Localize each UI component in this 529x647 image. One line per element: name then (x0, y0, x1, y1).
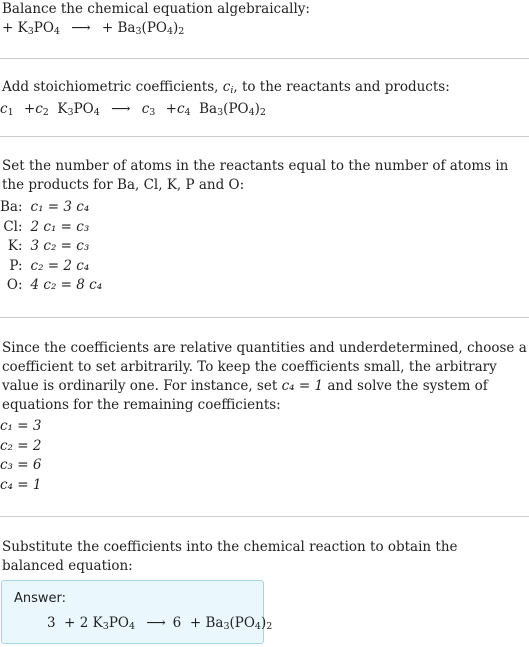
answer-label: Answer: (14, 591, 67, 606)
section-coefficients (0, 78, 529, 122)
divider (0, 516, 529, 517)
intro-text: Balance the chemical equation algebraically: (2, 1, 310, 17)
substitute-text: Substitute the coefficients into the chemical reaction to obtain the balanced equation: (2, 539, 458, 574)
coefficients-text: Add stoichiometric coefficients, $c_i$, to the reactants and products: (2, 79, 450, 96)
reaction-arrow: ⟶ (71, 20, 91, 36)
list-item: c₂ = 2 (0, 437, 42, 454)
balanced-equation: 3 + 2 $K_3PO_4$ ⟶ $6 + Ba_3(PO_4)_2$ (47, 615, 273, 632)
divider (0, 317, 529, 318)
divider (0, 136, 529, 137)
list-item: c₄ = 1 (0, 476, 42, 493)
atom-equations-table (0, 198, 102, 296)
section-solve (0, 339, 529, 493)
table-row: Cl: 2 c₁ = c₃ (3, 218, 90, 235)
section-intro (2, 0, 529, 41)
section-substitute (2, 538, 529, 576)
answer-box (1, 580, 273, 644)
divider (0, 58, 529, 59)
solve-text: Since the coefficients are relative quantities and underdetermined, choose a coefficient to set arbitrarily. To keep the coefficients small, the arbitrary value is ordinarily one. For instance, set c₄ = 1 and solve the system of equations for the remaining coefficients: (2, 340, 527, 413)
solution-list (0, 417, 41, 495)
table-row: O: 4 c₂ = 8 c₄ (6, 277, 103, 293)
unbalanced-equation: + $K_3PO_4$ ⟶ + $Ba_3(PO_4)_2$ (2, 20, 185, 37)
table-row: K: 3 c₂ = c₃ (7, 238, 90, 254)
coefficient-equation: $c_1 +c_2$ $K_3PO_4$ ⟶ $c_3 +c_4$ $Ba_3(PO_4)_2$ (0, 101, 266, 118)
list-item: c₃ = 6 (0, 457, 42, 473)
atom-balance-text: Set the number of atoms in the reactants equal to the number of atoms in the products for Ba, Cl, K, P and O: (2, 158, 509, 193)
table-row: Ba: c₁ = 3 c₄ (0, 199, 90, 215)
section-atom-balance (0, 157, 529, 293)
table-row: P: c₂ = 2 c₄ (9, 257, 90, 274)
list-item: c₁ = 3 (0, 418, 42, 434)
